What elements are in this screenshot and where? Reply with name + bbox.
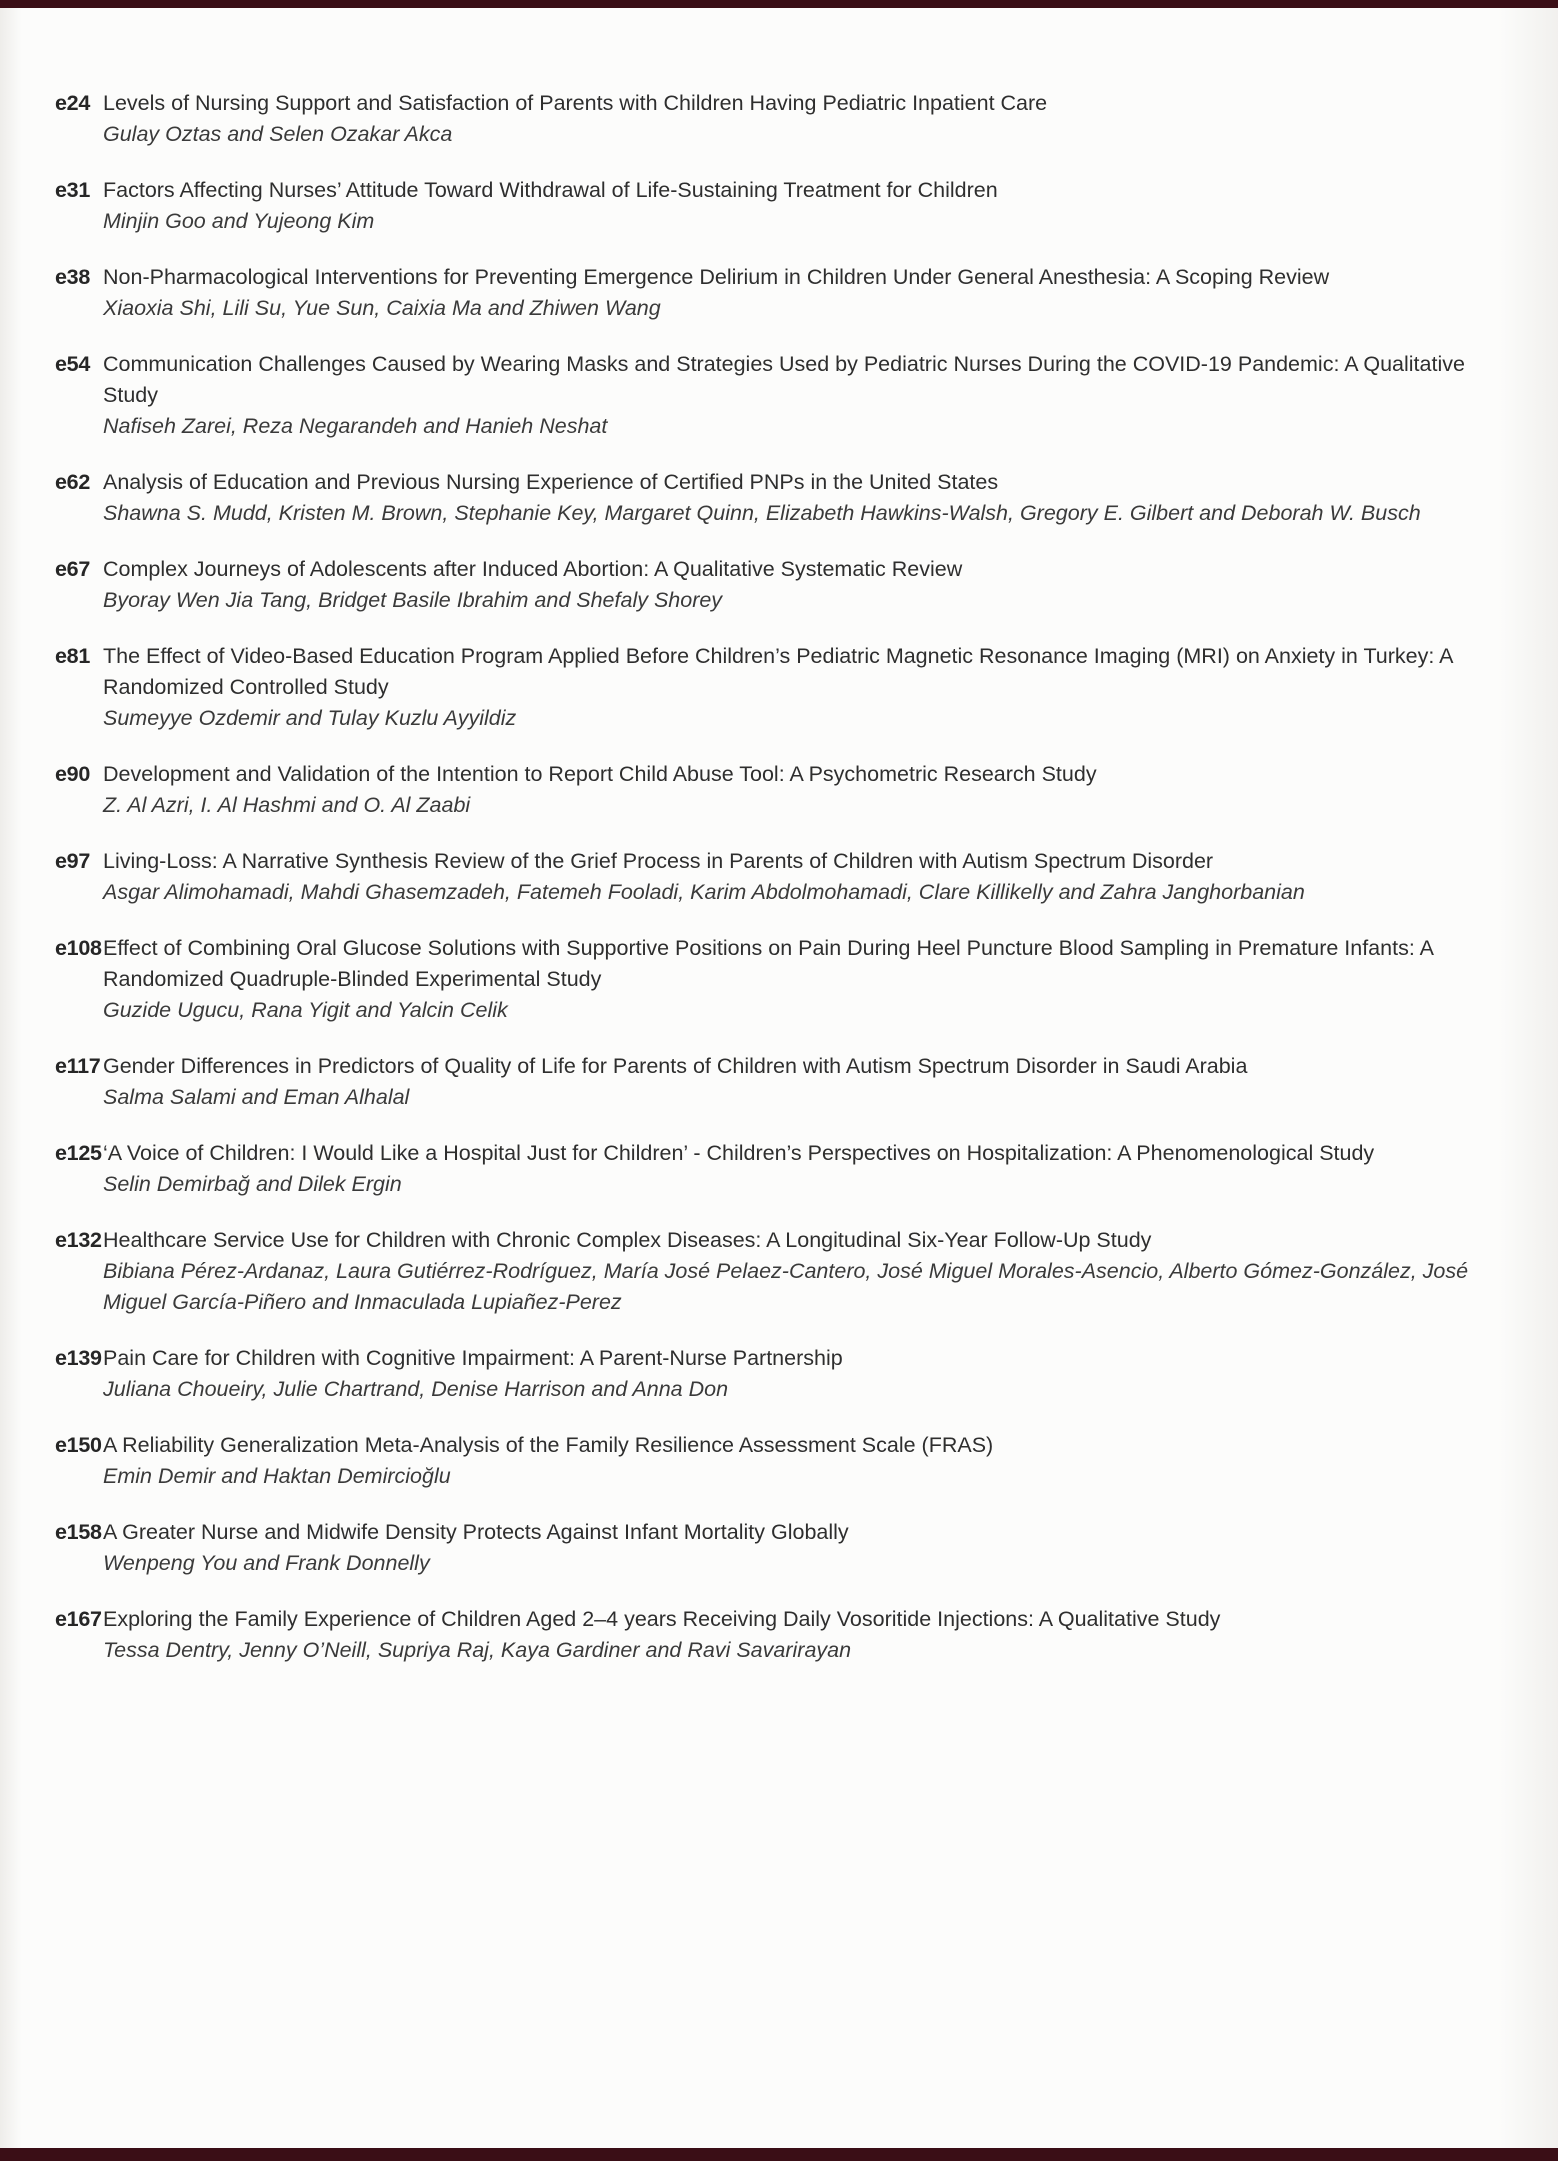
entry-title: Development and Validation of the Intention to Report Child Abuse Tool: A Psychometric Research Study <box>103 762 1097 786</box>
entry-body <box>103 1517 1501 1579</box>
entry-title: Pain Care for Children with Cognitive Impairment: A Parent-Nurse Partnership <box>103 1346 843 1370</box>
entry-authors: Selin Demirbağ and Dilek Ergin <box>103 1172 402 1196</box>
entry-title: The Effect of Video-Based Education Program Applied Before Children’s Pediatric Magnetic Resonance Imaging (MRI) on Anxiety in Turkey: A Randomized Controlled Study <box>103 644 1453 699</box>
entry-page-code: e125 <box>55 1141 102 1165</box>
entry-page-code: e90 <box>55 762 90 786</box>
entry-title: A Greater Nurse and Midwife Density Protects Against Infant Mortality Globally <box>103 1520 849 1544</box>
toc-entry <box>55 1604 1558 1666</box>
entry-authors: Guzide Ugucu, Rana Yigit and Yalcin Celik <box>103 998 508 1022</box>
entry-page-code: e167 <box>55 1607 102 1631</box>
entry-authors: Nafiseh Zarei, Reza Negarandeh and Hanieh Neshat <box>103 414 608 438</box>
entry-page-code: e81 <box>55 644 90 668</box>
entry-page-code: e108 <box>55 936 102 960</box>
toc-entry <box>55 1343 1558 1405</box>
toc-entry <box>55 759 1558 821</box>
entry-body <box>103 88 1501 150</box>
toc-entry <box>55 88 1558 150</box>
entry-authors: Emin Demir and Haktan Demircioğlu <box>103 1464 451 1488</box>
entry-body <box>103 175 1501 237</box>
entry-authors: Juliana Choueiry, Julie Chartrand, Denise Harrison and Anna Don <box>103 1377 729 1401</box>
entry-authors: Sumeyye Ozdemir and Tulay Kuzlu Ayyildiz <box>103 706 517 730</box>
entry-authors: Minjin Goo and Yujeong Kim <box>103 209 375 233</box>
entry-page-code: e54 <box>55 352 90 376</box>
toc-entry <box>55 1517 1558 1579</box>
entry-authors: Salma Salami and Eman Alhalal <box>103 1085 410 1109</box>
entry-title: Complex Journeys of Adolescents after Induced Abortion: A Qualitative Systematic Review <box>103 557 963 581</box>
entry-authors: Xiaoxia Shi, Lili Su, Yue Sun, Caixia Ma and Zhiwen Wang <box>103 296 661 320</box>
entry-body <box>103 349 1501 442</box>
entry-title: Effect of Combining Oral Glucose Solutions with Supportive Positions on Pain During Heel Puncture Blood Sampling in Premature Infants: A Randomized Quadruple-Blinded Experimental Study <box>103 936 1433 991</box>
entry-authors: Z. Al Azri, I. Al Hashmi and O. Al Zaabi <box>103 793 471 817</box>
entry-authors: Asgar Alimohamadi, Mahdi Ghasemzadeh, Fatemeh Fooladi, Karim Abdolmohamadi, Clare Killikelly and Zahra Janghorbanian <box>103 880 1305 904</box>
entry-body <box>103 467 1501 529</box>
entry-title: Levels of Nursing Support and Satisfaction of Parents with Children Having Pediatric Inpatient Care <box>103 91 1048 115</box>
entry-authors: Tessa Dentry, Jenny O’Neill, Supriya Raj, Kaya Gardiner and Ravi Savarirayan <box>103 1638 852 1662</box>
entry-authors: Wenpeng You and Frank Donnelly <box>103 1551 430 1575</box>
entry-page-code: e139 <box>55 1346 102 1370</box>
entry-body <box>103 846 1501 908</box>
entry-body <box>103 1051 1501 1113</box>
entry-authors: Shawna S. Mudd, Kristen M. Brown, Stephanie Key, Margaret Quinn, Elizabeth Hawkins-Walsh, Gregory E. Gilbert and Deborah W. Busch <box>103 501 1421 525</box>
entry-authors: Bibiana Pérez-Ardanaz, Laura Gutiérrez-Rodríguez, María José Pelaez-Cantero, José Miguel Morales-Asencio, Alberto Gómez-González, José Miguel García-Piñero and Inmaculada Lupiañez-Perez <box>103 1259 1469 1314</box>
entry-title: Gender Differences in Predictors of Quality of Life for Parents of Children with Autism Spectrum Disorder in Saudi Arabia <box>103 1054 1248 1078</box>
entry-title: Communication Challenges Caused by Wearing Masks and Strategies Used by Pediatric Nurses During the COVID-19 Pandemic: A Qualitative Study <box>103 352 1465 407</box>
entry-title: Healthcare Service Use for Children with Chronic Complex Diseases: A Longitudinal Six-Year Follow-Up Study <box>103 1228 1152 1252</box>
toc-entry <box>55 1430 1558 1492</box>
scan-edge-bottom-bar <box>0 2148 1558 2161</box>
toc-entry <box>55 262 1558 324</box>
toc-entry <box>55 1138 1558 1200</box>
toc-entry <box>55 467 1558 529</box>
toc-entry <box>55 1225 1558 1318</box>
toc-entry <box>55 349 1558 442</box>
toc-entry <box>55 933 1558 1026</box>
toc-entry <box>55 1051 1558 1113</box>
entry-body <box>103 1225 1501 1318</box>
entry-title: Factors Affecting Nurses’ Attitude Toward Withdrawal of Life-Sustaining Treatment for Children <box>103 178 998 202</box>
entry-authors: Gulay Oztas and Selen Ozakar Akca <box>103 122 453 146</box>
entry-page-code: e38 <box>55 265 90 289</box>
entry-page-code: e24 <box>55 91 90 115</box>
entry-body <box>103 262 1501 324</box>
toc-entry <box>55 554 1558 616</box>
scan-edge-top-bar <box>0 0 1558 8</box>
entry-title: ‘A Voice of Children: I Would Like a Hospital Just for Children’ - Children’s Perspectives on Hospitalization: A Phenomenological Study <box>103 1141 1375 1165</box>
toc-entry <box>55 641 1558 734</box>
entry-title: Non-Pharmacological Interventions for Preventing Emergence Delirium in Children Under General Anesthesia: A Scoping Review <box>103 265 1330 289</box>
entry-title: Living-Loss: A Narrative Synthesis Review of the Grief Process in Parents of Children with Autism Spectrum Disorder <box>103 849 1214 873</box>
entry-authors: Byoray Wen Jia Tang, Bridget Basile Ibrahim and Shefaly Shorey <box>103 588 723 612</box>
entry-page-code: e62 <box>55 470 90 494</box>
entry-body <box>103 1138 1501 1200</box>
entry-body <box>103 759 1501 821</box>
entry-page-code: e132 <box>55 1228 102 1252</box>
entry-page-code: e97 <box>55 849 90 873</box>
entry-body <box>103 641 1501 734</box>
entry-page-code: e67 <box>55 557 90 581</box>
entry-body <box>103 554 1501 616</box>
entry-page-code: e31 <box>55 178 90 202</box>
entry-title: Exploring the Family Experience of Children Aged 2–4 years Receiving Daily Vosoritide Injections: A Qualitative Study <box>103 1607 1221 1631</box>
entry-body <box>103 1604 1501 1666</box>
entry-page-code: e117 <box>55 1054 101 1078</box>
toc-entry <box>55 175 1558 237</box>
entry-title: A Reliability Generalization Meta-Analysis of the Family Resilience Assessment Scale (FRAS) <box>103 1433 994 1457</box>
entry-body <box>103 1430 1501 1492</box>
toc-entry <box>55 846 1558 908</box>
entry-page-code: e150 <box>55 1433 102 1457</box>
entry-body <box>103 1343 1501 1405</box>
entry-page-code: e158 <box>55 1520 102 1544</box>
entry-body <box>103 933 1501 1026</box>
entry-title: Analysis of Education and Previous Nursing Experience of Certified PNPs in the United States <box>103 470 999 494</box>
